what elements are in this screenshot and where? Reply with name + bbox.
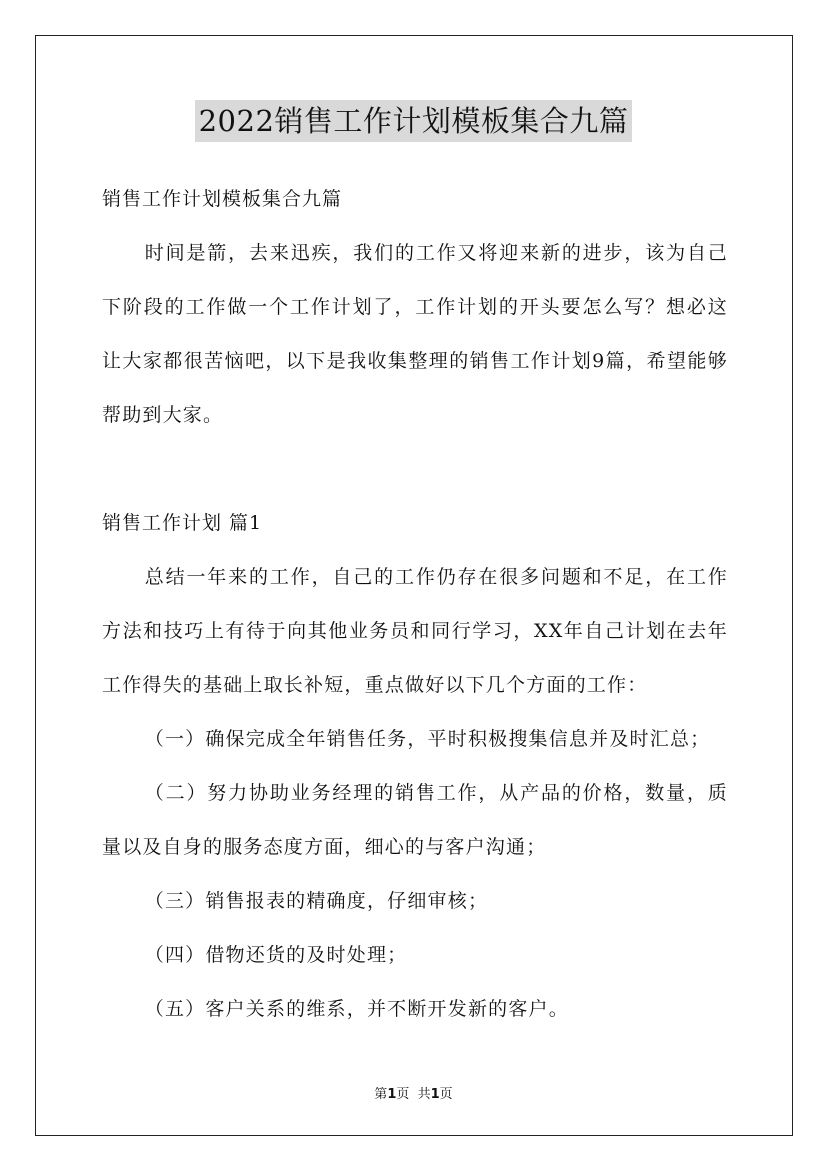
footer-total-pages: 1 xyxy=(430,1087,440,1102)
document-body xyxy=(102,172,728,1036)
page-footer xyxy=(0,1083,827,1102)
section-heading: 销售工作计划 篇1 xyxy=(102,512,263,534)
footer-page-suffix: 页 共 xyxy=(396,1087,431,1102)
title-container xyxy=(0,100,827,142)
footer-page-number: 1 xyxy=(387,1087,397,1102)
document-subheading: 销售工作计划模板集合九篇 xyxy=(102,188,343,210)
list-item: （五）客户关系的维系，并不断开发新的客户。 xyxy=(144,998,569,1020)
document-title: 2022销售工作计划模板集合九篇 xyxy=(195,100,633,142)
list-item: （四）借物还货的及时处理； xyxy=(144,944,408,966)
intro-paragraph: 时间是箭，去来迅疾，我们的工作又将迎来新的进步，该为自己下阶段的工作做一个工作计划了，工作计划的开头要怎么写？想必这让大家都很苦恼吧，以下是我收集整理的销售工作计划9篇，希望能够帮助到大家。 xyxy=(102,242,728,426)
section-paragraph: 总结一年来的工作，自己的工作仍存在很多问题和不足，在工作方法和技巧上有待于向其他业务员和同行学习，XX年自己计划在去年工作得失的基础上取长补短，重点做好以下几个方面的工作： xyxy=(102,566,728,696)
footer-total-suffix: 页 xyxy=(439,1087,453,1102)
section-gap xyxy=(102,442,728,496)
footer-page-prefix: 第 xyxy=(374,1087,388,1102)
list-item: （三）销售报表的精确度，仔细审核； xyxy=(144,890,489,912)
list-item: （二）努力协助业务经理的销售工作，从产品的价格，数量，质量以及自身的服务态度方面，细心的与客户沟通； xyxy=(102,782,728,858)
list-item: （一）确保完成全年销售任务，平时积极搜集信息并及时汇总； xyxy=(144,728,711,750)
